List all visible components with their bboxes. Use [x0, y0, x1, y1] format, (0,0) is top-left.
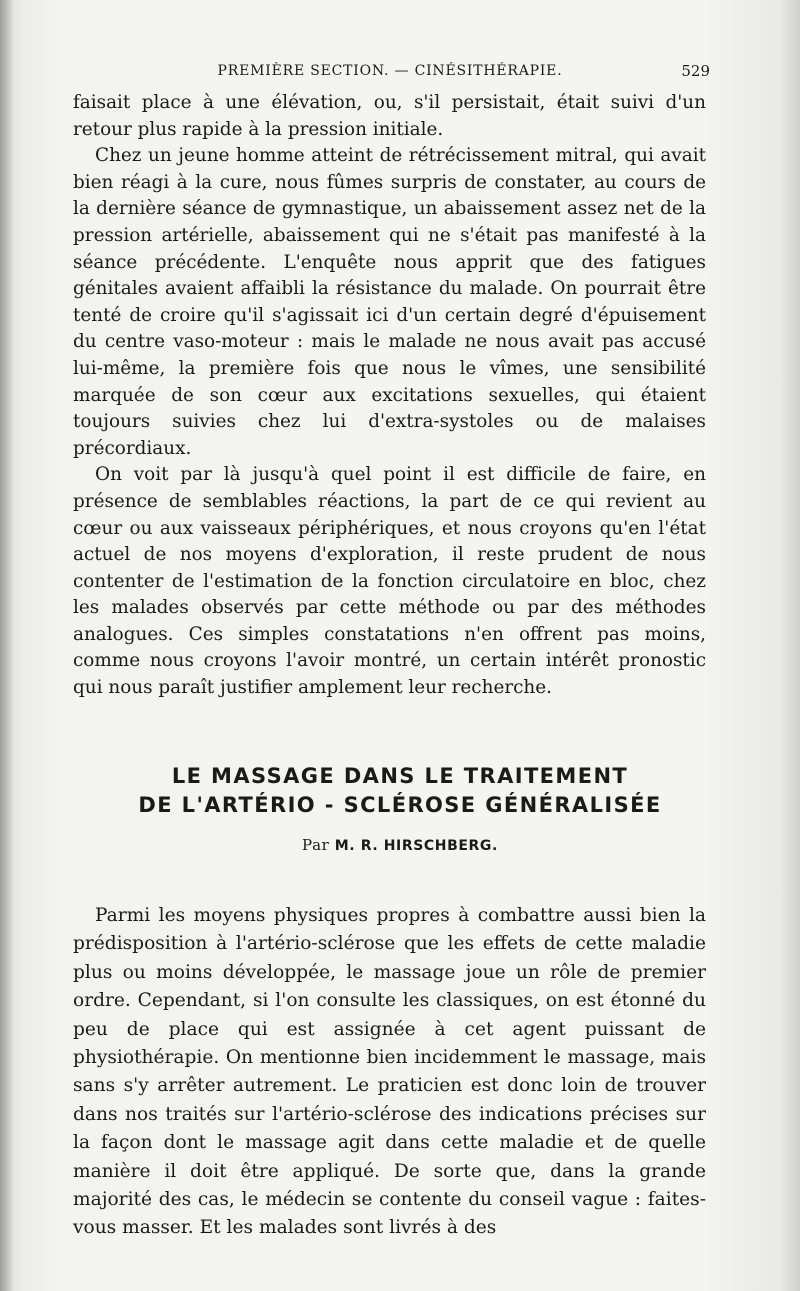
byline-author: M. R. HIRSCHBERG. — [334, 838, 498, 854]
article-byline — [70, 836, 730, 854]
running-title: PREMIÈRE SECTION. — CINÉSITHÉRAPIE. — [217, 63, 563, 79]
body-text-bottom — [73, 902, 706, 1243]
article-title-line-2: DE L'ARTÉRIO - SCLÉROSE GÉNÉRALISÉE — [138, 793, 662, 817]
article-title-line-1: LE MASSAGE DANS LE TRAITEMENT — [171, 764, 629, 788]
paragraph-conclusion: On voit par là jusqu'à quel point il est difficile de faire, en présence de semblables réactions, la part de ce qui revient au cœur ou aux vaisseaux périphériques, et nous croyons qu'en l'état actuel de nos moyens d'exploration, il reste prudent de nous contenter de l'estimation de la fonction circulatoire en bloc, chez les malades observés par cette méthode ou par des méthodes analogues. Ces simples constatations n'en offrent pas moins, comme nous croyons l'avoir montré, un certain intérêt pronostic qui nous paraît justifier amplement leur recherche. — [73, 464, 706, 699]
byline-prefix: Par — [302, 836, 330, 854]
paragraph-continuation: faisait place à une élévation, ou, s'il persistait, était suivi d'un retour plus rapide à la pression initiale. — [73, 92, 706, 140]
page-number: 529 — [681, 62, 710, 80]
article-title — [70, 762, 730, 820]
paragraph-massage-intro: Parmi les moyens physiques propres à combattre aussi bien la prédisposition à l'artério-sclérose que les effets de cette maladie plus ou moins développée, le massage joue un rôle de premier ordre. Cependant, si l'on consulte les classiques, on est étonné du peu de place qui est assignée à cet agent puissant de physiothérapie. On mentionne bien incidemment le massage, mais sans s'y arrêter autrement. Le praticien est donc loin de trouver dans nos traités sur l'artério-sclérose des indications précises sur la façon dont le massage agit dans cette maladie et de quelle manière il doit être appliqué. De sorte que, dans la grande majorité des cas, le médecin se contente du conseil vague : faites-vous masser. Et les malades sont livrés à des — [73, 905, 706, 1239]
paragraph-mitral-case: Chez un jeune homme atteint de rétrécissement mitral, qui avait bien réagi à la cure, nous fûmes surpris de constater, au cours de la dernière séance de gymnastique, un abaissement assez net de la pression artérielle, abaissement qui ne s'était pas manifesté à la séance précédente. L'enquête nous apprit que des fatigues génitales avaient affaibli la résistance du malade. On pourrait être tenté de croire qu'il s'agissait ici d'un certain degré d'épuisement du centre vaso-moteur : mais le malade ne nous avait pas accusé lui-même, la première fois que nous le vîmes, une sensibilité marquée de son cœur aux excitations sexuelles, qui étaient toujours suivies chez lui d'extra-systoles ou de malaises précordiaux. — [73, 145, 706, 459]
running-header — [70, 60, 710, 84]
body-text-top — [73, 90, 706, 702]
binding-gutter-shadow — [0, 0, 14, 1291]
